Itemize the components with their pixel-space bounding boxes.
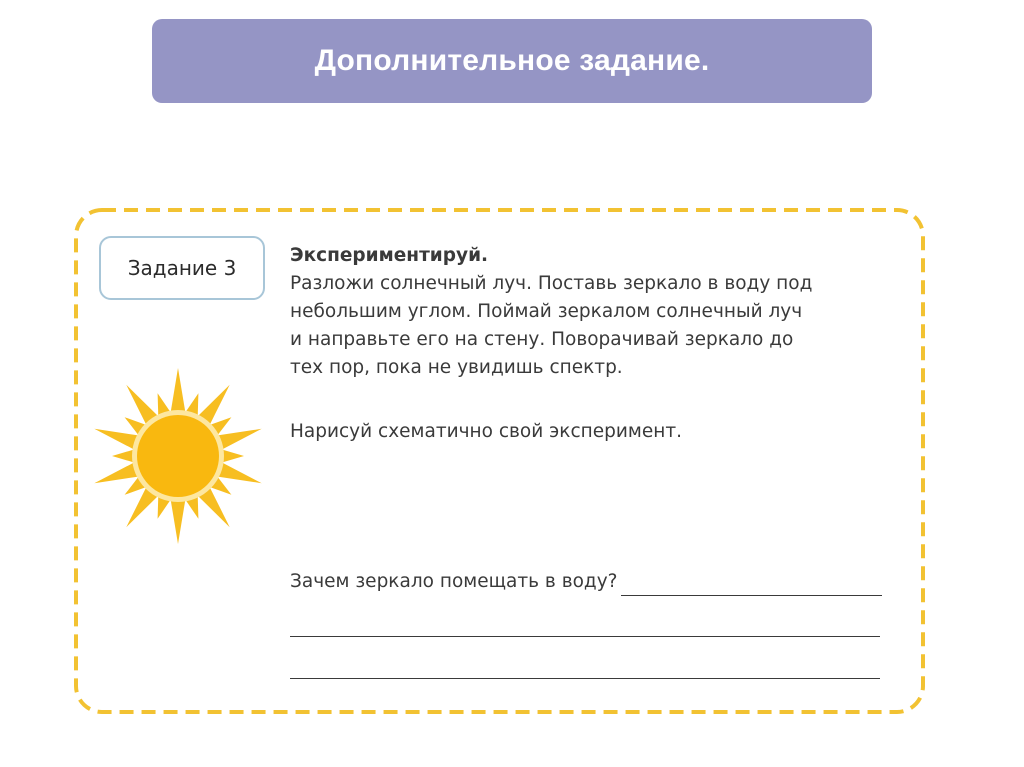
header-title: Дополнительное задание. (314, 44, 710, 77)
answer-line[interactable] (290, 636, 880, 637)
sun-ray (217, 429, 262, 450)
question-row (290, 568, 882, 596)
instruction-line: Разложи солнечный луч. Поставь зеркало в воду под (290, 273, 813, 294)
instruction-line: небольшим углом. Поймай зеркалом солнечный луч (290, 301, 803, 322)
sun-ray (217, 462, 262, 483)
task-number-badge (99, 236, 265, 300)
sun-icon (88, 366, 268, 546)
task-number-label: Задание 3 (127, 256, 237, 280)
sun-ray (171, 499, 186, 544)
instruction-line: и направьте его на стену. Поворачивай зеркало до (290, 329, 794, 350)
task-heading: Экспериментируй. (290, 245, 489, 266)
draw-prompt: Нарисуй схематично свой эксперимент. (290, 421, 682, 442)
sun-ray (94, 429, 139, 450)
task-instructions (290, 270, 890, 382)
sun-ray (222, 449, 245, 462)
answer-line[interactable] (621, 574, 882, 596)
instruction-line: тех пор, пока не увидишь спектр. (290, 357, 623, 378)
sun-ray (94, 462, 139, 483)
question-text: Зачем зеркало помещать в воду? (290, 571, 618, 592)
sun-core (137, 415, 219, 497)
sun-ray (112, 449, 135, 462)
answer-line[interactable] (290, 678, 880, 679)
sun-ray (171, 368, 186, 413)
